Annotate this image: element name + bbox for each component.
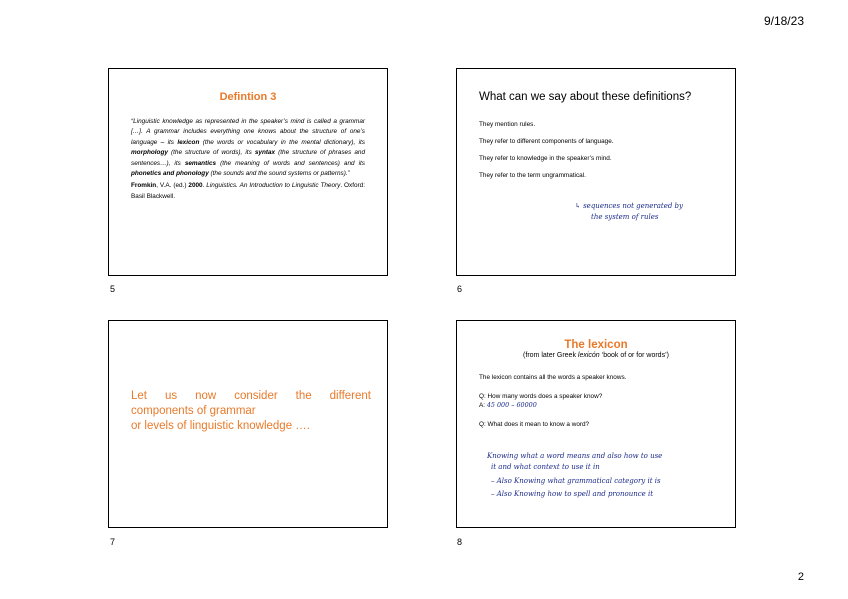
quote-text: (the meaning of words and sentences) and its bbox=[216, 159, 365, 167]
slide-number: 5 bbox=[110, 284, 116, 294]
slide-title: What can we say about these definitions? bbox=[479, 91, 692, 103]
slide-number: 8 bbox=[457, 537, 463, 547]
citation-publisher: . Oxford: Basil Blackwell. bbox=[131, 182, 365, 200]
text-line: Let us now consider the different bbox=[131, 390, 371, 402]
slide-title: Defintion 3 bbox=[219, 91, 277, 103]
list-item: They refer to different components of language. bbox=[479, 138, 614, 145]
question-line: Q: How many words does a speaker know? bbox=[479, 393, 603, 400]
quote-text: “Linguistic knowledge as represented in the speaker’s mind is called a grammar […]. A grammar includes everything one knows about the structure of one’s language – its bbox=[131, 118, 365, 146]
citation-author: Fromkin bbox=[131, 182, 157, 190]
citation-title: . Linguistics. An Introduction to Linguistic Theory bbox=[202, 182, 341, 190]
handwritten-note: – Also Knowing what grammatical category it is bbox=[491, 477, 661, 485]
observation-list bbox=[479, 121, 735, 179]
quote-text: (the sounds and the sound systems or patterns).” bbox=[208, 170, 350, 178]
quote-text: (the structure of words), its bbox=[167, 149, 255, 157]
list-item: They refer to knowledge in the speaker’s mind. bbox=[479, 155, 612, 162]
text-line: components of grammar bbox=[131, 405, 256, 417]
text-line: or levels of linguistic knowledge …. bbox=[131, 420, 310, 432]
answer-line bbox=[479, 401, 735, 410]
list-item: They refer to the term ungrammatical. bbox=[479, 172, 586, 179]
page-date: 9/18/23 bbox=[763, 14, 804, 28]
question-line: Q: What does it mean to know a word? bbox=[479, 421, 590, 428]
subtitle-text: (from later Greek bbox=[523, 352, 578, 359]
page-number: 2 bbox=[797, 571, 804, 583]
slide-text bbox=[131, 389, 371, 434]
list-item: They mention rules. bbox=[479, 121, 536, 128]
slide-5 bbox=[108, 68, 388, 276]
answer-prefix: A: bbox=[479, 402, 486, 409]
term-lexicon: lexicon bbox=[177, 138, 200, 146]
slide-8 bbox=[456, 320, 736, 528]
handwritten-note: the system of rules bbox=[591, 213, 659, 221]
slide-number: 7 bbox=[110, 537, 116, 547]
term-phonetics-phonology: phonetics and phonology bbox=[131, 170, 209, 178]
handwritten-note: it and what context to use it in bbox=[491, 463, 600, 471]
slide-6 bbox=[456, 68, 736, 276]
term-semantics: semantics bbox=[184, 159, 217, 167]
definition-quote bbox=[131, 117, 365, 179]
slide-body bbox=[479, 373, 735, 429]
handwritten-note: – Also Knowing how to spell and pronounce it bbox=[491, 490, 654, 498]
citation bbox=[131, 181, 365, 202]
term-syntax: syntax bbox=[254, 149, 276, 157]
subtitle-text: ‘book of or for words’) bbox=[599, 352, 669, 359]
handwritten-note: ↳ sequences not generated by bbox=[575, 202, 683, 210]
quote-text: (the structure of phrases and sentences…), its bbox=[131, 149, 365, 167]
citation-year: 2000 bbox=[188, 182, 203, 190]
handwritten-answer: 45 000 – 60000 bbox=[486, 401, 537, 409]
slide-title: The lexicon bbox=[564, 339, 628, 351]
slide-subtitle bbox=[457, 352, 735, 359]
term-morphology: morphology bbox=[131, 149, 168, 157]
citation-text: , V.A. (ed.) bbox=[156, 182, 189, 190]
handwritten-note: Knowing what a word means and also how to use bbox=[487, 452, 663, 460]
slide-7 bbox=[108, 320, 388, 528]
greek-term: lexicón bbox=[577, 352, 600, 359]
quote-text: (the words or vocabulary in the mental dictionary), its bbox=[199, 138, 365, 146]
body-line: The lexicon contains all the words a speaker knows. bbox=[479, 374, 627, 381]
slide-number: 6 bbox=[457, 284, 463, 294]
